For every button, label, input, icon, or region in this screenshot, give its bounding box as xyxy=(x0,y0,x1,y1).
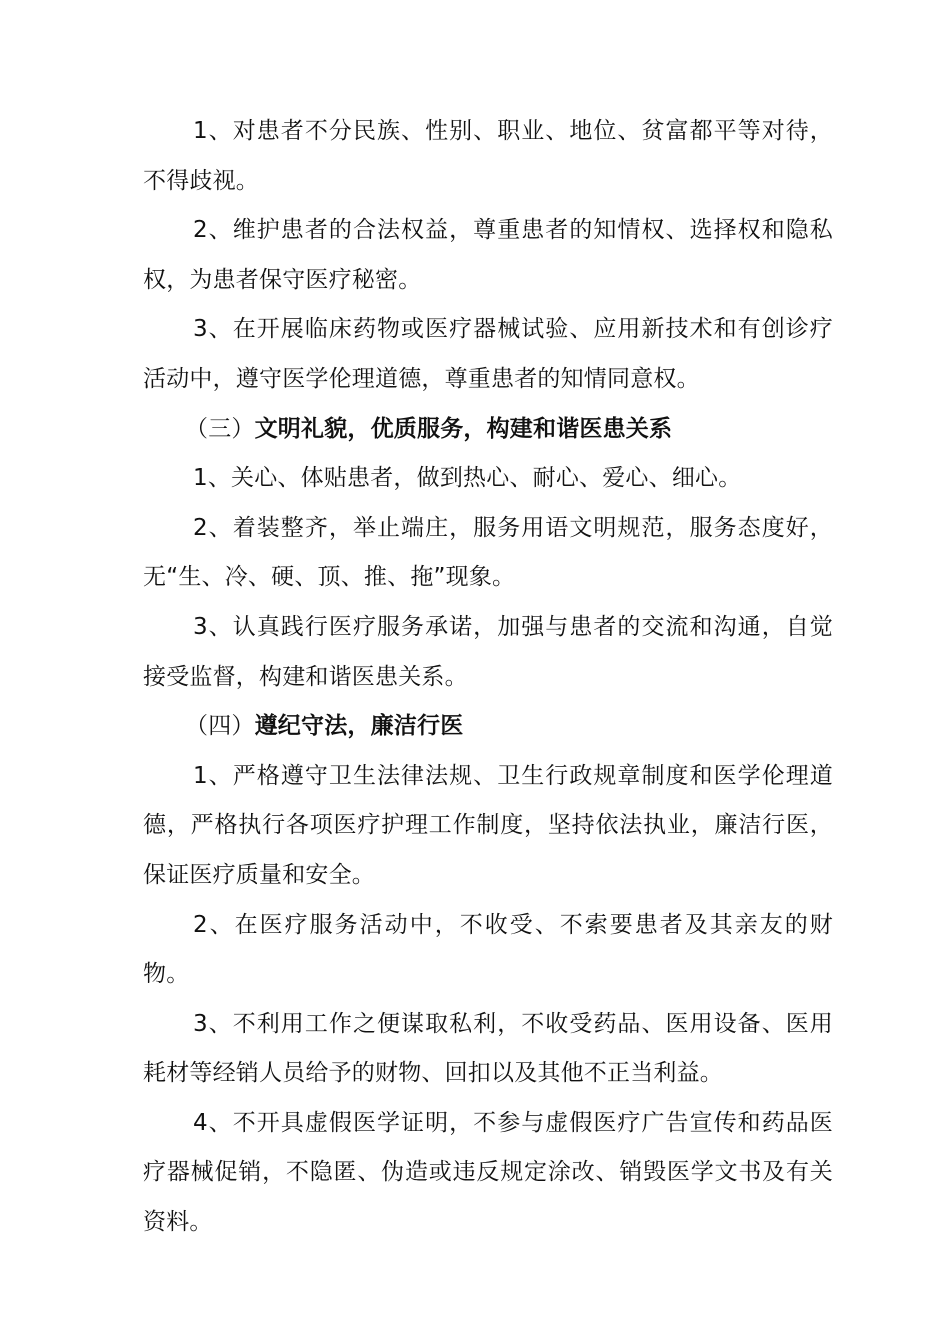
paragraph-2: 2、维护患者的合法权益，尊重患者的知情权、选择权和隐私权，为患者保守医疗秘密。 xyxy=(143,217,833,293)
section-heading-3-prefix: （三） xyxy=(185,415,255,442)
paragraph-3: 3、在开展临床药物或医疗器械试验、应用新技术和有创诊疗活动中，遵守医学伦理道德，尊重患者的知情同意权。 xyxy=(143,316,833,392)
paragraph-3-2: 2、着装整齐，举止端庄，服务用语文明规范，服务态度好，无“生、冷、硬、顶、推、拖”现象。 xyxy=(143,514,833,591)
paragraph-3-3: 3、认真践行医疗服务承诺，加强与患者的交流和沟通，自觉接受监督，构建和谐医患关系。 xyxy=(143,613,833,690)
section-heading-4-title: 遵纪守法，廉洁行医 xyxy=(254,713,464,740)
section-heading-4-prefix: （四） xyxy=(185,713,255,740)
document-body xyxy=(143,107,833,1248)
paragraph-4-4: 4、不开具虚假医学证明，不参与虚假医疗广告宣传和药品医疗器械促销，不隐匿、伪造或违反规定涂改、销毁医学文书及有关资料。 xyxy=(143,1109,833,1236)
paragraph-4-1: 1、严格遵守卫生法律法规、卫生行政规章制度和医学伦理道德，严格执行各项医疗护理工作制度，坚持依法执业，廉洁行医，保证医疗质量和安全。 xyxy=(143,762,833,888)
paragraph-4-3: 3、不利用工作之便谋取私利，不收受药品、医用设备、医用耗材等经销人员给予的财物、回扣以及其他不正当利益。 xyxy=(143,1010,833,1087)
section-heading-4 xyxy=(143,702,833,752)
section-heading-3-title: 文明礼貌，优质服务，构建和谐医患关系 xyxy=(254,415,673,442)
paragraph-3-1: 1、关心、体贴患者，做到热心、耐心、爱心、细心。 xyxy=(193,465,742,492)
section-heading-3 xyxy=(143,405,833,455)
paragraph-4-2: 2、在医疗服务活动中，不收受、不索要患者及其亲友的财物。 xyxy=(143,911,833,988)
paragraph-1: 1、对患者不分民族、性别、职业、地位、贫富都平等对待，不得歧视。 xyxy=(143,118,833,194)
